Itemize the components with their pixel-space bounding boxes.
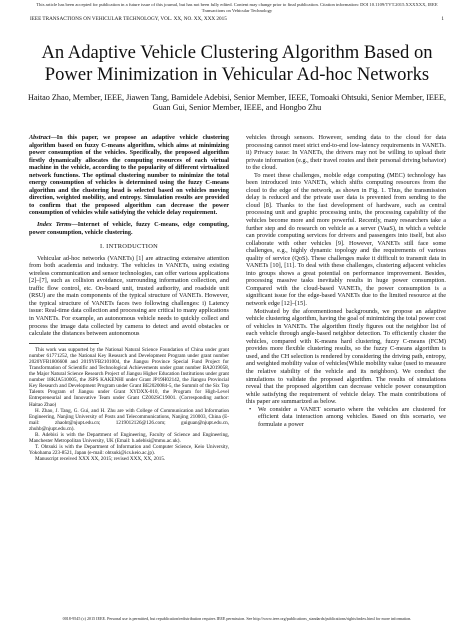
footnote-affiliation-2: B. Adebisi is with the Department of Engineering, Faculty of Science and Engineering, Manchester Metropolitan University, UK (Email: b.adebisi@mmu.ac.uk). [29, 431, 229, 445]
footnote-rule [29, 343, 99, 344]
index-terms-label: Index Terms [37, 221, 72, 229]
notice-line-2: Transactions on Vehicular Technology [201, 7, 273, 13]
index-terms-text: Internet of vehicle, fuzzy C-means, edge computing, power consumption, vehicle clustering. [29, 221, 229, 236]
notice-line-1: This article has been accepted for publication in a future issue of this journal, but has not been fully edited. Content may change prior to final publication. Citation information: DOI 10.1109/TVT.2015.XXXXXX, IEEE [36, 2, 438, 7]
footnote-manuscript: Manuscript received XXX XX, 2015; revised XXX, XX, 2015. [35, 456, 166, 463]
contribution-list [246, 406, 446, 429]
body-paragraph: vehicles through sensors. However, sending data to the cloud for data processing cannot meet strict end-to-end low-latency requirements in VANETs. ii) Privacy issue: In VANETs, the drivers may not be willing to upload their private information (e.g., their travel routes and their personal driving behavior) to the cloud. [246, 134, 446, 172]
index-terms: Index Terms—Internet of vehicle, fuzzy C-means, edge computing, power consumption, vehicle clustering. [29, 221, 229, 236]
publication-notice [10, 2, 464, 13]
page-number: 1 [441, 16, 444, 22]
paper-title: An Adaptive Vehicle Clustering Algorithm Based on Power Minimization in Vehicular Ad-hoc Networks [41, 42, 433, 85]
author-list: Haitao Zhao, Member, IEEE, Jiawen Tang, Bamidele Adebisi, Senior Member, IEEE, Tomoaki Ohtsuki, Senior Member, IEEE, Guan Gui, Senior Member, IEEE, and Hongbo Zhu [28, 93, 446, 113]
body-paragraph: To meet these challenges, mobile edge computing (MEC) technology has been introduced into VANETs, which shifts computing resources from the cloud to the edge of the network, as shown in Fig. 1. Thus, the transmission delay is reduced and the private user data is prevented from sending to the cloud [8]. Thanks to the fast development of hardware, such as central processing unit and graphic processing units, the processing capability of the vehicles become more and more powerful. Recently, many researchers take a further step and do research on vehicle as a server (VaaS), in which a vehicle can provide computing services for drivers and passengers into itself, but also collaborate with other vehicles [9]. However, VANETs still face some challenges, e.g., highly dynamic topology and the requirements of various quality of service (QoS). These challenges make it difficult to transmit data in VANETs [10], [11]. To deal with these challenges, clustering adjacent vehicles into groups shows a great potential on performance improvement. Besides, processing massive tasks inevitably results in huge power consumption. Compared with the cloud-based VANETs, the power consumption is a significant issue for the edge-based VANETs due to the limited resource at the network edge [12]–[15]. [246, 171, 446, 308]
abstract-text: In this paper, we propose an adaptive vehicle clustering algorithm based on fuzzy C-means algorithm, which aims at minimizing power consumption of the vehicles. Specifically, the proposed algorithm firstly dynamically allocates the computing resources of each virtual machine in the vehicle, according to the popularity of different virtualized network functions. The optimal clustering number to minimize the total energy consumption of vehicles is determined using the fuzzy C-means algorithm and the clustering head is selected based on vehicles moving direction, weighted mobility, and entropy. Simulation results are provided to confirm that the proposed algorithm can decrease the power consumption of vehicles while satisfying the vehicle delay requirement. [29, 134, 229, 217]
journal-header: IEEE TRANSACTIONS ON VEHICULAR TECHNOLOGY, VOL. XX, NO. XX, XXX 2015 [30, 16, 227, 22]
body-paragraph: Motivated by the aforementioned backgrounds, we propose an adaptive vehicle clustering algorithm, having the goal of minimizing the total power cost of vehicles in VANETs. The algorithm firstly figures out the neighbor list of each vehicle through angle-based neighbor detection. To efficiently cluster the vehicles, compared with K-means hard clustering, fuzzy C-means (FCM) provides more flexible clustering results, so the fuzzy C-means algorithm is used, and the CH selection is rendered by considering the driving path, entropy, and weighted mobility value of vehicles(While mobility value (used to measure the relative stability of the vehicle and its neighbors). We conduct the simulations to validate the proposed algorithm. The results of simulations reveal that the proposed algorithm can decrease vehicle power consumption while satisfying the requirement of vehicle delay. The main contributions of this paper are summarized as below. [246, 307, 446, 406]
footnote-funding: This work was supported by the National Natural Science Foundation of China under grant number 61771252, the National Key Research and Development Program under grant number 2020YFB1806608 and 2019YFB2101004, the Jiangsu Province Special Fund Project for Transformation of Scientific and Technological Achievements under grant number BA2019058, the Major Natural Science Research Project of Jiangsu Higher Education Institutions under grant number 18KJA510005, the JSPS KAKENHI under Grant JP19H02142, the Jiangsu Provincial Key Research and Development Program under Grant BE2020084-5, the Summit of the Six Top Talents Program of Jiangsu under Grant XYDXX-010, the Program for High-Level Entrepreneurial and Innovative Team under Grant CZ002SC19001. (Corresponding author: Haitao Zhao) [29, 346, 229, 408]
footer-line: 0018-9545 (c) 2015 IEEE. Personal use is permitted, but republication/redistribution requires IEEE permission. See http://www.ieee.org/publications_standards/publications/rights/index.html for more information. [62, 616, 412, 621]
body-paragraph: Vehicular ad-hoc networks (VANETs) [1] are attracting extensive attention from both academia and industry. The vehicles in VANETs, using existing wireless communication and sensor technologies, can offer various applications [2]–[7], such as collision avoidance, surrounding information collection, and traffic flow control, etc. On-board unit, trusted authority, and roadside unit (RSU) are the main components of the typical structure of VANETs. However, the typical structure of VANETs faces two following challenges: i) Latency issue: Real-time data collection and processing are critical to many applications in VANETs. For example, an autonomous vehicle needs to quickly collect and process the image data collected by camera to detect and avoid obstacles or calculate the distances between autonomous [29, 254, 229, 338]
contribution-item: • We consider a VANET scenario where the vehicles are clustered for efficient data interaction among vehicles. Based on this scenario, we formulate a power [258, 406, 446, 429]
footnote-affiliation-1: H. Zhao, J. Tang, G. Gui, and H. Zhu are with College of Communication and Information Engineering, Nanjing University of Posts and Telecommunications, Nanjing 210003, China (E-mail: zhaoht@njupt.edu.cn; 1219012126@126.com; guiguan@njupt.edu.cn, zhuhb@njupt.edu.cn). [29, 407, 229, 432]
copyright-footer [10, 616, 464, 621]
left-column [29, 134, 229, 462]
abstract: Abstract—In this paper, we propose an adaptive vehicle clustering algorithm based on fuzzy C-means algorithm, which aims at minimizing power consumption of the vehicles. Specifically, the proposed algorithm firstly dynamically allocates the computing resources of each virtual machine in the vehicle, according to the popularity of different virtualized network functions. The optimal clustering number to minimize the total energy consumption of vehicles is determined using the fuzzy C-means algorithm and the clustering head is selected based on vehicles moving direction, weighted mobility, and entropy. Simulation results are provided to confirm that the proposed algorithm can decrease the power consumption of vehicles while satisfying the vehicle delay requirement. [29, 134, 229, 217]
right-column [246, 134, 446, 428]
footnotes [29, 347, 229, 463]
section-heading-introduction: I. INTRODUCTION [99, 243, 159, 251]
abstract-label: Abstract [29, 134, 51, 141]
running-header [30, 16, 444, 22]
footnote-affiliation-3: T. Ohtsuki is with the Department of Information and Computer Science, Keio University, Yokohama 223-8521, Japan (e-mail: ohtsuki@ics.keio.ac.jp). [29, 444, 229, 457]
